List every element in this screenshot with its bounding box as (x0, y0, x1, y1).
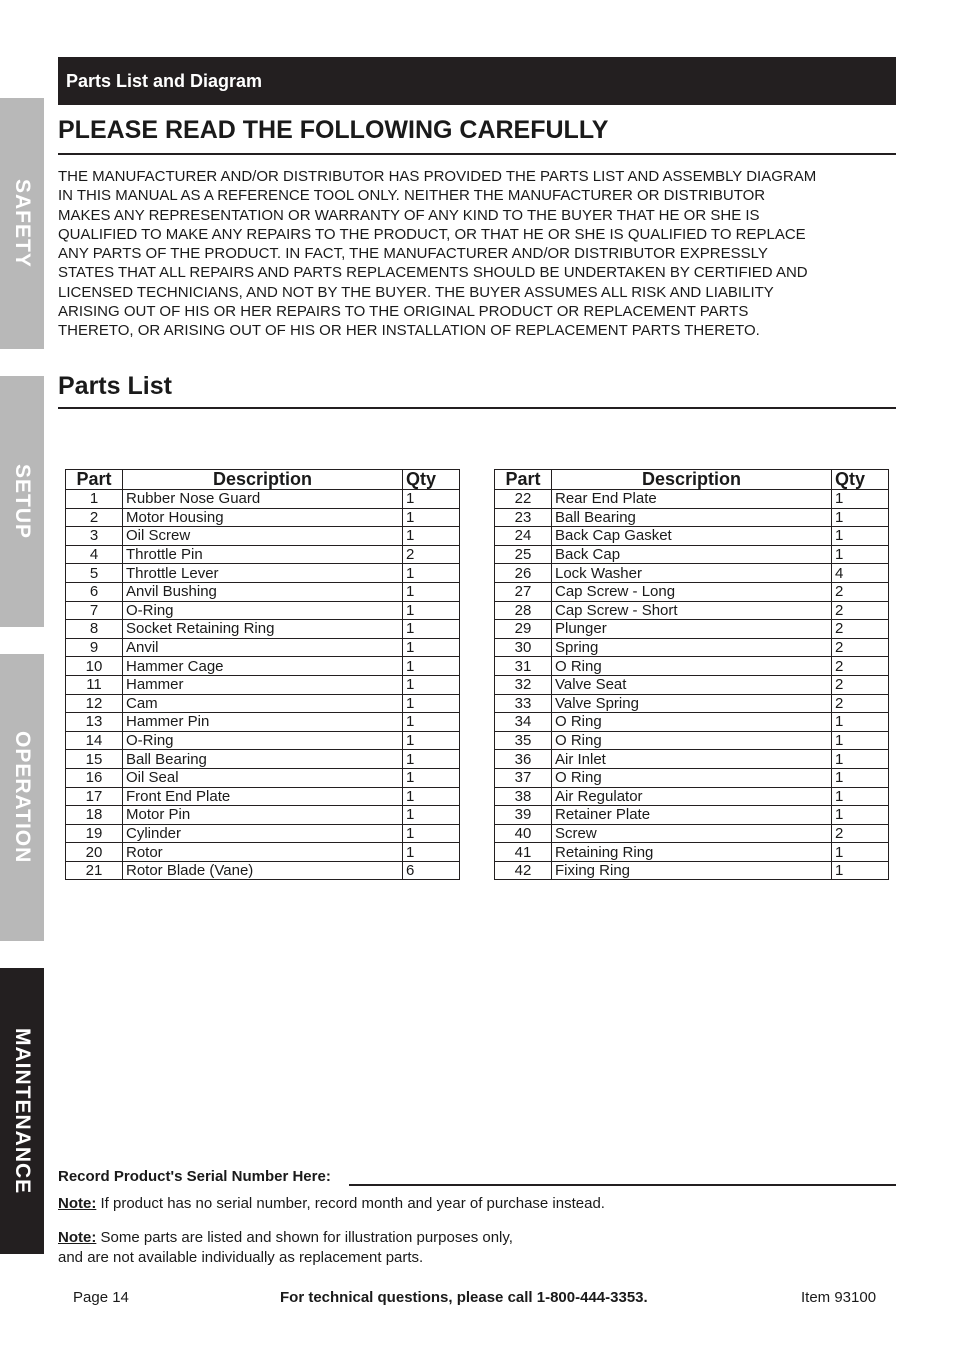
part-number-cell: 13 (66, 713, 123, 732)
description-cell: Valve Spring (552, 694, 832, 713)
qty-cell: 1 (832, 508, 889, 527)
table-row (495, 657, 889, 676)
part-number-cell: 23 (495, 508, 552, 527)
part-number-cell: 28 (495, 601, 552, 620)
qty-cell: 1 (832, 843, 889, 862)
part-number-cell: 27 (495, 582, 552, 601)
table-row (66, 527, 460, 546)
table-row (495, 806, 889, 825)
part-number-cell: 6 (66, 582, 123, 601)
qty-cell: 1 (403, 527, 460, 546)
description-cell: Oil Screw (123, 527, 403, 546)
note-text: and are not available individually as replacement parts. (58, 1249, 424, 1266)
part-number-cell: 36 (495, 750, 552, 769)
table-row (66, 843, 460, 862)
part-number-cell: 16 (66, 768, 123, 787)
qty-cell: 1 (403, 694, 460, 713)
description-cell: Throttle Lever (123, 564, 403, 583)
table-header-row (495, 470, 889, 490)
disclaimer-line: IN THIS MANUAL AS A REFERENCE TOOL ONLY. NEITHER THE MANUFACTURER OR DISTRIBUTOR (58, 187, 766, 205)
table-row (66, 731, 460, 750)
qty-cell: 6 (403, 861, 460, 880)
description-cell: Cam (123, 694, 403, 713)
side-tab-label: OPERATION (11, 731, 34, 864)
description-cell: Hammer Pin (123, 713, 403, 732)
qty-cell: 2 (832, 620, 889, 639)
table-row (66, 824, 460, 843)
table-row (66, 657, 460, 676)
qty-cell: 1 (403, 843, 460, 862)
description-cell: O-Ring (123, 601, 403, 620)
description-cell: Cap Screw - Short (552, 601, 832, 620)
table-row (495, 508, 889, 527)
qty-cell: 1 (832, 545, 889, 564)
column-header-description: Description (123, 470, 403, 490)
description-cell: Motor Housing (123, 508, 403, 527)
tech-support-text: For technical questions, please call 1-800-444-3353. (280, 1289, 648, 1306)
table-row (495, 545, 889, 564)
qty-cell: 1 (403, 675, 460, 694)
part-number-cell: 30 (495, 638, 552, 657)
description-cell: Air Inlet (552, 750, 832, 769)
column-header-qty: Qty (403, 470, 460, 490)
description-cell: Anvil Bushing (123, 582, 403, 601)
disclaimer-line: STATES THAT ALL REPAIRS AND PARTS REPLACEMENTS SHOULD BE UNDERTAKEN BY CERTIFIED AND (58, 264, 808, 282)
disclaimer-line: LICENSED TECHNICIANS, AND NOT BY THE BUYER. THE BUYER ASSUMES ALL RISK AND LIABILITY (58, 283, 774, 301)
serial-number-label: Record Product's Serial Number Here: (58, 1168, 331, 1185)
qty-cell: 2 (832, 657, 889, 676)
qty-cell: 1 (832, 806, 889, 825)
column-header-part: Part (66, 470, 123, 490)
parts-list-heading: Parts List (58, 372, 172, 400)
qty-cell: 2 (832, 582, 889, 601)
table-row (495, 731, 889, 750)
description-cell: O-Ring (123, 731, 403, 750)
qty-cell: 1 (403, 582, 460, 601)
qty-cell: 1 (832, 731, 889, 750)
column-header-part: Part (495, 470, 552, 490)
qty-cell: 2 (832, 601, 889, 620)
side-tab-label: MAINTENANCE (11, 1027, 34, 1195)
disclaimer-line: ARISING OUT OF HIS OR HER REPAIRS TO THE ORIGINAL PRODUCT OR REPLACEMENT PARTS (58, 303, 749, 321)
qty-cell: 1 (403, 806, 460, 825)
part-number-cell: 37 (495, 768, 552, 787)
qty-cell: 1 (832, 787, 889, 806)
part-number-cell: 41 (495, 843, 552, 862)
part-number-cell: 9 (66, 638, 123, 657)
table-row (66, 490, 460, 509)
table-row (66, 694, 460, 713)
description-cell: O Ring (552, 731, 832, 750)
disclaimer-line: THE MANUFACTURER AND/OR DISTRIBUTOR HAS PROVIDED THE PARTS LIST AND ASSEMBLY DIAGRAM (58, 168, 817, 185)
table-row (66, 713, 460, 732)
part-number-cell: 29 (495, 620, 552, 639)
table-row (495, 490, 889, 509)
part-number-cell: 38 (495, 787, 552, 806)
table-row (66, 861, 460, 880)
description-cell: Back Cap Gasket (552, 527, 832, 546)
description-cell: O Ring (552, 768, 832, 787)
description-cell: Socket Retaining Ring (123, 620, 403, 639)
description-cell: Retainer Plate (552, 806, 832, 825)
side-tab-maintenance[interactable] (0, 968, 44, 1254)
side-tab-setup[interactable] (0, 376, 44, 627)
qty-cell: 2 (832, 638, 889, 657)
description-cell: Air Regulator (552, 787, 832, 806)
part-number-cell: 39 (495, 806, 552, 825)
qty-cell: 1 (403, 657, 460, 676)
description-cell: Hammer Cage (123, 657, 403, 676)
qty-cell: 1 (403, 508, 460, 527)
description-cell: Rotor (123, 843, 403, 862)
parts-table-left (65, 469, 460, 880)
description-cell: Fixing Ring (552, 861, 832, 880)
qty-cell: 1 (403, 824, 460, 843)
qty-cell: 1 (832, 768, 889, 787)
description-cell: Ball Bearing (552, 508, 832, 527)
table-row (66, 806, 460, 825)
parts-table-right (494, 469, 889, 880)
part-number-cell: 34 (495, 713, 552, 732)
qty-cell: 1 (403, 620, 460, 639)
description-cell: O Ring (552, 713, 832, 732)
column-header-description: Description (552, 470, 832, 490)
part-number-cell: 31 (495, 657, 552, 676)
table-row (495, 861, 889, 880)
part-number-cell: 19 (66, 824, 123, 843)
section-header-bar: Parts List and Diagram (58, 57, 896, 105)
table-row (66, 750, 460, 769)
side-tab-label: SAFETY (11, 179, 34, 268)
table-row (66, 787, 460, 806)
description-cell: Anvil (123, 638, 403, 657)
qty-cell: 1 (832, 527, 889, 546)
part-number-cell: 33 (495, 694, 552, 713)
table-row (495, 843, 889, 862)
description-cell: Cap Screw - Long (552, 582, 832, 601)
description-cell: Motor Pin (123, 806, 403, 825)
table-row (495, 564, 889, 583)
table-row (66, 768, 460, 787)
qty-cell: 1 (403, 787, 460, 806)
qty-cell: 1 (403, 490, 460, 509)
qty-cell: 1 (832, 861, 889, 880)
description-cell: Rear End Plate (552, 490, 832, 509)
qty-cell: 2 (832, 824, 889, 843)
note-parts (58, 1228, 513, 1268)
part-number-cell: 32 (495, 675, 552, 694)
page-number: Page 14 (73, 1289, 129, 1306)
note-label: Note: (58, 1195, 97, 1212)
table-row (66, 545, 460, 564)
description-cell: Ball Bearing (123, 750, 403, 769)
table-row (495, 582, 889, 601)
part-number-cell: 3 (66, 527, 123, 546)
qty-cell: 1 (832, 490, 889, 509)
qty-cell: 1 (403, 768, 460, 787)
table-header-row (66, 470, 460, 490)
part-number-cell: 26 (495, 564, 552, 583)
column-header-qty: Qty (832, 470, 889, 490)
qty-cell: 2 (832, 694, 889, 713)
description-cell: Front End Plate (123, 787, 403, 806)
description-cell: Lock Washer (552, 564, 832, 583)
disclaimer-line: QUALIFIED TO MAKE ANY REPAIRS TO THE PRODUCT, OR THAT HE OR SHE IS QUALIFIED TO REPLACE (58, 225, 806, 243)
divider (58, 153, 896, 155)
part-number-cell: 4 (66, 545, 123, 564)
description-cell: Throttle Pin (123, 545, 403, 564)
part-number-cell: 12 (66, 694, 123, 713)
disclaimer-line: THERETO, OR ARISING OUT OF HIS OR HER INSTALLATION OF REPLACEMENT PARTS THERETO. (58, 322, 760, 340)
note-label: Note: (58, 1229, 97, 1246)
description-cell: Plunger (552, 620, 832, 639)
description-cell: Screw (552, 824, 832, 843)
table-row (495, 750, 889, 769)
qty-cell: 1 (403, 731, 460, 750)
table-row (495, 787, 889, 806)
part-number-cell: 8 (66, 620, 123, 639)
side-tab-safety[interactable] (0, 98, 44, 349)
table-row (66, 564, 460, 583)
disclaimer-line: MAKES ANY REPRESENTATION OR WARRANTY OF ANY KIND TO THE BUYER THAT HE OR SHE IS (58, 206, 760, 224)
qty-cell: 1 (832, 713, 889, 732)
description-cell: Retaining Ring (552, 843, 832, 862)
part-number-cell: 18 (66, 806, 123, 825)
part-number-cell: 42 (495, 861, 552, 880)
qty-cell: 1 (403, 601, 460, 620)
part-number-cell: 11 (66, 675, 123, 694)
table-row (495, 768, 889, 787)
item-number: Item 93100 (801, 1289, 877, 1306)
description-cell: Cylinder (123, 824, 403, 843)
part-number-cell: 22 (495, 490, 552, 509)
serial-number-line[interactable] (349, 1184, 896, 1186)
part-number-cell: 15 (66, 750, 123, 769)
table-row (66, 675, 460, 694)
page-title: PLEASE READ THE FOLLOWING CAREFULLY (58, 116, 609, 144)
part-number-cell: 17 (66, 787, 123, 806)
part-number-cell: 14 (66, 731, 123, 750)
qty-cell: 1 (403, 564, 460, 583)
side-tab-operation[interactable] (0, 654, 44, 941)
part-number-cell: 2 (66, 508, 123, 527)
description-cell: Rotor Blade (Vane) (123, 861, 403, 880)
table-row (495, 713, 889, 732)
table-row (495, 620, 889, 639)
qty-cell: 4 (832, 564, 889, 583)
table-row (66, 638, 460, 657)
part-number-cell: 24 (495, 527, 552, 546)
qty-cell: 2 (832, 675, 889, 694)
description-cell: O Ring (552, 657, 832, 676)
note-text: Some parts are listed and shown for illustration purposes only, (96, 1229, 513, 1246)
part-number-cell: 7 (66, 601, 123, 620)
qty-cell: 1 (832, 750, 889, 769)
part-number-cell: 1 (66, 490, 123, 509)
table-row (66, 582, 460, 601)
description-cell: Rubber Nose Guard (123, 490, 403, 509)
table-row (495, 694, 889, 713)
description-cell: Valve Seat (552, 675, 832, 694)
description-cell: Hammer (123, 675, 403, 694)
disclaimer-line: ANY PARTS OF THE PRODUCT. IN FACT, THE MANUFACTURER AND/OR DISTRIBUTOR EXPRESSLY (58, 245, 768, 263)
note-text: If product has no serial number, record month and year of purchase instead. (96, 1195, 605, 1212)
part-number-cell: 20 (66, 843, 123, 862)
table-row (66, 508, 460, 527)
part-number-cell: 21 (66, 861, 123, 880)
part-number-cell: 5 (66, 564, 123, 583)
part-number-cell: 35 (495, 731, 552, 750)
qty-cell: 1 (403, 713, 460, 732)
disclaimer-text (58, 167, 888, 341)
qty-cell: 1 (403, 750, 460, 769)
table-row (495, 527, 889, 546)
description-cell: Spring (552, 638, 832, 657)
part-number-cell: 40 (495, 824, 552, 843)
part-number-cell: 10 (66, 657, 123, 676)
table-row (495, 601, 889, 620)
table-row (495, 638, 889, 657)
table-row (495, 675, 889, 694)
divider (58, 407, 896, 409)
table-row (66, 601, 460, 620)
note-serial (58, 1194, 605, 1214)
part-number-cell: 25 (495, 545, 552, 564)
description-cell: Back Cap (552, 545, 832, 564)
table-row (495, 824, 889, 843)
qty-cell: 2 (403, 545, 460, 564)
table-row (66, 620, 460, 639)
description-cell: Oil Seal (123, 768, 403, 787)
side-tab-label: SETUP (11, 463, 34, 539)
qty-cell: 1 (403, 638, 460, 657)
